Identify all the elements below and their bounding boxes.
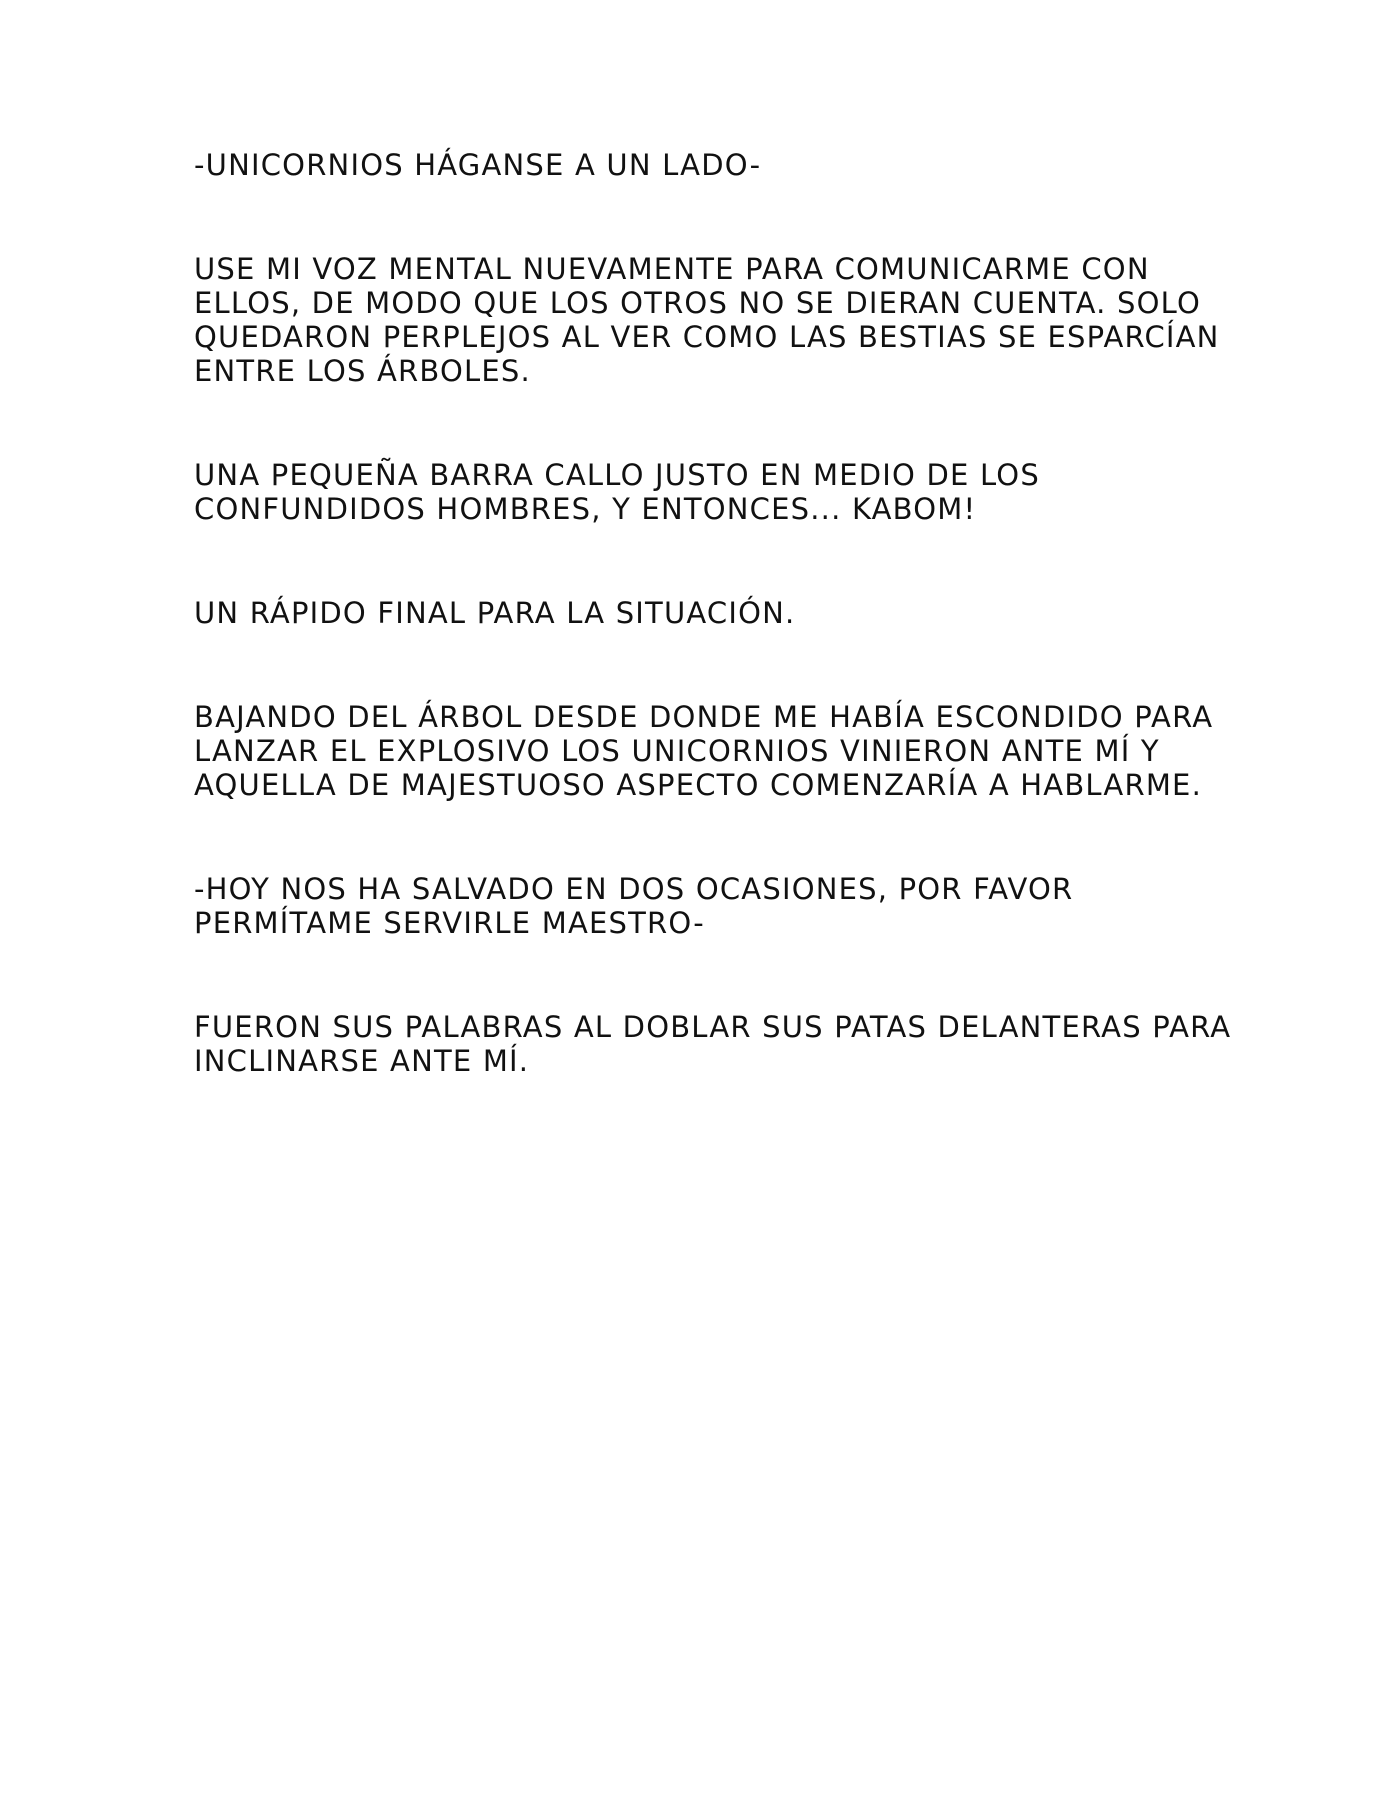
paragraph-mental-voice: USE MI VOZ MENTAL NUEVAMENTE PARA COMUNICARME CON ELLOS, DE MODO QUE LOS OTROS NO SE DIERAN CUENTA. SOLO QUEDARON PERPLEJOS AL VER COMO LAS BESTIAS SE ESPARCÍAN ENTRE LOS ÁRBOLES. — [194, 252, 1220, 388]
paragraph-bowing: FUERON SUS PALABRAS AL DOBLAR SUS PATAS DELANTERAS PARA INCLINARSE ANTE MÍ. — [194, 1010, 1232, 1078]
paragraph-saved-twice: -HOY NOS HA SALVADO EN DOS OCASIONES, POR FAVOR PERMÍTAME SERVIRLE MAESTRO- — [194, 872, 1074, 940]
paragraph-small-bar-kabom: UNA PEQUEÑA BARRA CALLO JUSTO EN MEDIO DE LOS CONFUNDIDOS HOMBRES, Y ENTONCES... KABOM! — [194, 458, 1040, 526]
paragraph-descending-tree: BAJANDO DEL ÁRBOL DESDE DONDE ME HABÍA ESCONDIDO PARA LANZAR EL EXPLOSIVO LOS UNICORNIOS VINIERON ANTE MÍ Y AQUELLA DE MAJESTUOSO ASPECTO COMENZARÍA A HABLARME. — [194, 700, 1214, 802]
paragraph-quick-ending: UN RÁPIDO FINAL PARA LA SITUACIÓN. — [194, 596, 796, 630]
paragraph-unicorns-step-aside: -UNICORNIOS HÁGANSE A UN LADO- — [194, 148, 762, 182]
text-column — [194, 148, 1254, 1078]
